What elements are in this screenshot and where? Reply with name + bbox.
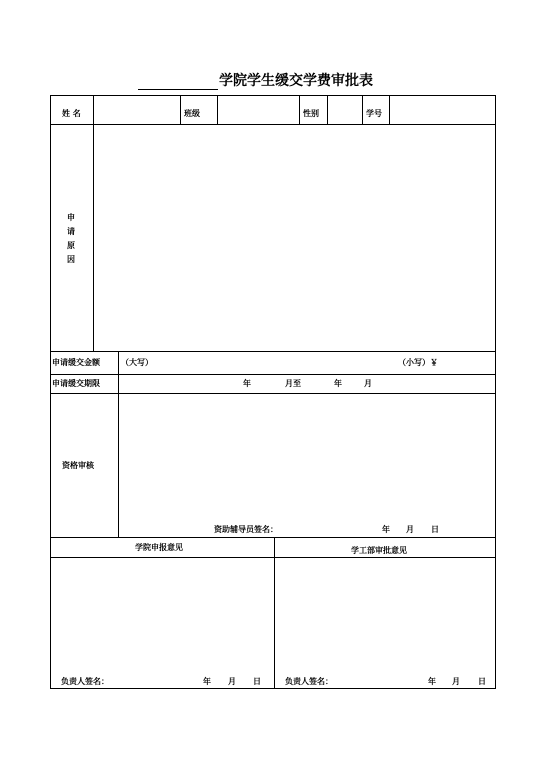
deferred-amount-label: 申请缓交金额	[52, 358, 100, 367]
reason-char: 因	[67, 255, 75, 264]
college-name-blank[interactable]	[138, 73, 218, 90]
period-month-end: 月	[364, 379, 372, 388]
col-divider	[180, 96, 181, 124]
row-divider	[51, 124, 495, 125]
row-divider	[51, 537, 495, 538]
college-month: 月	[228, 677, 236, 686]
qualification-month: 月	[406, 525, 414, 534]
row-divider	[51, 557, 495, 558]
period-year-start: 年	[243, 379, 251, 388]
class-label: 班级	[184, 109, 200, 118]
gender-label: 性别	[303, 109, 319, 118]
col-divider	[217, 96, 218, 124]
college-opinion-header: 学院申报意见	[135, 543, 183, 552]
qualification-year: 年	[382, 525, 390, 534]
counselor-signature-label: 资助辅导员签名：	[214, 525, 278, 534]
name-label: 姓 名	[62, 109, 81, 118]
college-day: 日	[253, 677, 261, 686]
college-signature-label: 负责人签名：	[61, 677, 109, 686]
student-affairs-year: 年	[428, 677, 436, 686]
college-year: 年	[203, 677, 211, 686]
col-divider	[299, 96, 300, 124]
application-reason-label	[63, 211, 79, 267]
amount-small-label: （小写）￥	[398, 358, 438, 367]
period-year-end: 年	[334, 379, 342, 388]
col-divider	[327, 96, 328, 124]
col-divider	[362, 96, 363, 124]
student-affairs-signature-label: 负责人签名：	[285, 677, 333, 686]
col-divider	[389, 96, 390, 124]
student-affairs-opinion-header: 学工部审批意见	[351, 546, 407, 555]
qualification-review-label: 资格审核	[62, 461, 94, 470]
col-divider	[93, 96, 94, 351]
reason-char: 请	[67, 227, 75, 236]
reason-char: 申	[67, 213, 75, 222]
col-divider	[274, 537, 275, 689]
reason-char: 原	[67, 241, 75, 250]
form-title-text: 学院学生缓交学费审批表	[219, 73, 373, 89]
form-title	[138, 70, 373, 90]
col-divider	[118, 351, 119, 537]
approval-form-table	[50, 95, 496, 689]
student-id-label: 学号	[366, 109, 382, 118]
student-affairs-day: 日	[478, 677, 486, 686]
student-affairs-month: 月	[452, 677, 460, 686]
period-month-to: 月至	[285, 379, 301, 388]
deferral-period-label: 申请缓交期限	[52, 379, 100, 388]
qualification-day: 日	[431, 525, 439, 534]
amount-capital-label: （大写）	[121, 358, 153, 367]
